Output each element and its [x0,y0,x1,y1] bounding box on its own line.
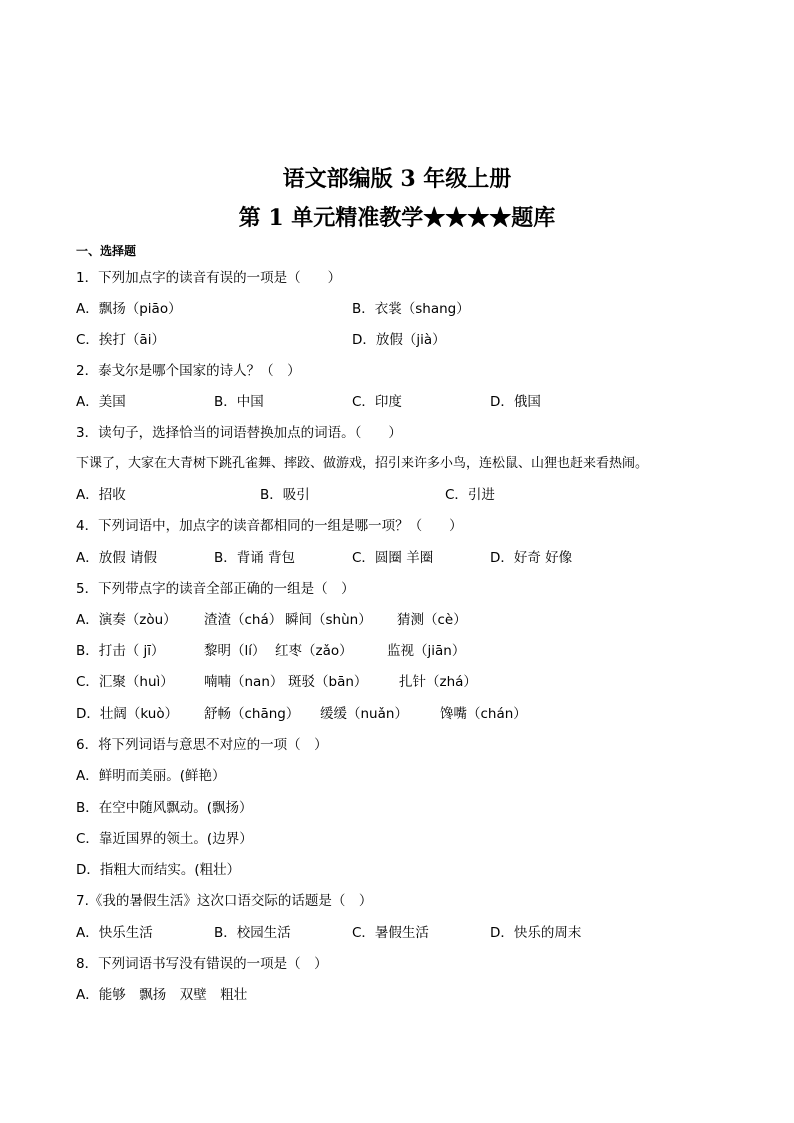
question-5-option-a-item: 瞬间（shùn） [285,612,372,628]
question-2-option-c: C．印度 [352,394,402,410]
question-3-sentence: 下课了，大家在大青树下跳孔雀舞、摔跤、做游戏，招引来许多小鸟，连松鼠、山狸也赶来看热闹。 [76,456,649,471]
question-5-option-b-item: 黎明（lí） [204,643,266,659]
question-5-option-a-item: 猜测（cè） [397,612,467,628]
question-5-option-b-item: B．打击（ jī） [76,643,165,659]
question-3-option-b: B．吸引 [260,487,310,503]
question-5-option-b-item: 红枣（zǎo） [275,643,353,659]
question-4-option-a: A．放假 请假 [76,550,158,566]
question-6-stem: 6．将下列词语与意思不对应的一项（ ） [76,737,328,753]
question-2-option-b: B．中国 [214,394,264,410]
question-1-option-b: B．衣裳（shang） [352,301,470,317]
question-2-option-d: D．俄国 [490,394,541,410]
question-5-option-d-item: 馋嘴（chán） [440,706,527,722]
question-4-option-d: D．好奇 好像 [490,550,573,566]
question-6-option-d: D．指粗大而结实。(粗壮） [76,862,241,878]
question-7-option-a: A．快乐生活 [76,925,153,941]
question-8-option-a: A．能够 飘扬 双壁 粗壮 [76,987,248,1003]
question-1-option-a: A．飘扬（piāo） [76,301,182,317]
question-2-option-a: A．美国 [76,394,126,410]
question-1-stem: 1．下列加点字的读音有误的一项是（ ） [76,270,342,286]
question-5-option-d-item: 缓缓（nuǎn） [320,706,408,722]
question-5-option-c-item: 斑驳（bān） [288,674,368,690]
question-1-option-d: D．放假（jià） [352,332,446,348]
question-5-stem: 5．下列带点字的读音全部正确的一组是（ ） [76,581,355,597]
question-4-stem: 4．下列词语中，加点字的读音都相同的一组是哪一项？（ ） [76,518,463,534]
question-5-option-c-item: 喃喃（nan） [204,674,284,690]
question-6-option-c: C．靠近国界的领土。(边界） [76,831,253,847]
question-7-stem: 7.《我的暑假生活》这次口语交际的话题是（ ） [76,893,373,909]
question-7-option-b: B．校园生活 [214,925,291,941]
section-heading: 一、选择题 [76,244,137,258]
question-1-option-c: C．挨打（āi） [76,332,165,348]
question-6-option-b: B．在空中随风飘动。(飘扬） [76,800,253,816]
question-3-stem: 3．读句子，选择恰当的词语替换加点的词语。（ ） [76,425,402,441]
question-4-option-b: B．背诵 背包 [214,550,296,566]
question-5-option-a-item: A．演奏（zòu） [76,612,177,628]
question-5-option-a-item: 渣渣（chá） [204,612,283,628]
question-7-option-c: C．暑假生活 [352,925,429,941]
document-title-line2: 第 1 单元精准教学★★★★题库 [238,205,556,231]
question-6-option-a: A．鲜明而美丽。(鲜艳） [76,768,226,784]
question-2-stem: 2．泰戈尔是哪个国家的诗人？（ ） [76,363,301,379]
question-5-option-b-item: 监视（jiān） [387,643,466,659]
question-7-option-d: D．快乐的周末 [490,925,582,941]
question-3-option-a: A．招收 [76,487,126,503]
question-4-option-c: C．圆圈 羊圈 [352,550,434,566]
question-5-option-d-item: D．壮阔（kuò） [76,706,179,722]
question-5-option-c-item: C．汇聚（huì） [76,674,174,690]
question-5-option-d-item: 舒畅（chāng） [204,706,300,722]
question-3-option-c: C．引进 [445,487,495,503]
document-title-line1: 语文部编版 3 年级上册 [282,166,512,192]
question-5-option-c-item: 扎针（zhá） [399,674,477,690]
question-8-stem: 8．下列词语书写没有错误的一项是（ ） [76,956,328,972]
